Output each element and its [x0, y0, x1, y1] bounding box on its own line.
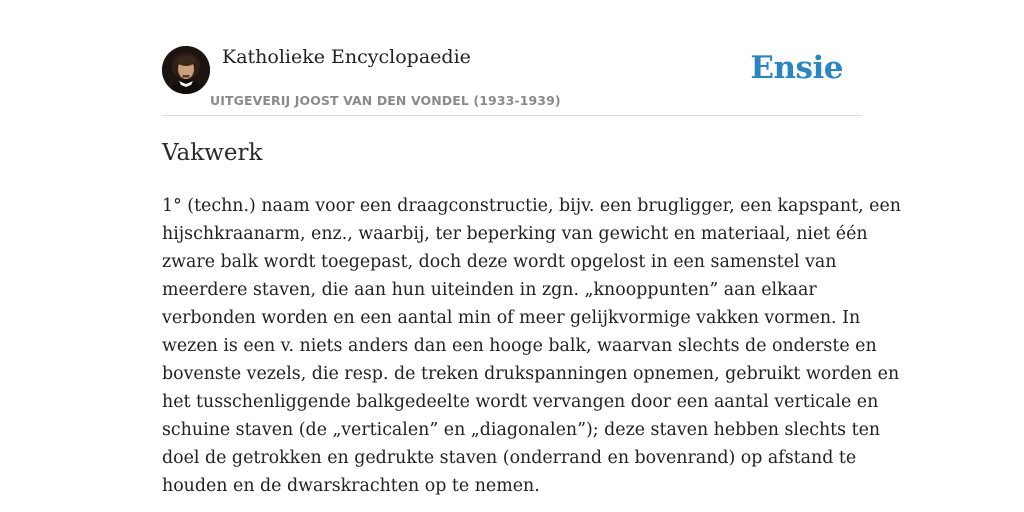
body-line: wezen is een v. niets anders dan een hooge balk, waarvan slechts de onderste en — [162, 336, 877, 356]
body-line: het tusschenliggende balkgedeelte wordt vervangen door een aantal verticale en — [162, 392, 879, 412]
body-line: 1° (techn.) naam voor een draagconstructie, bijv. een brugligger, een kapspant, een — [162, 196, 901, 216]
body-line: zware balk wordt toegepast, doch deze wordt opgelost in een samenstel van — [162, 252, 837, 272]
body-line: houden en de dwarskrachten op te nemen. — [162, 476, 540, 496]
body-line: hijschkraanarm, enz., waarbij, ter beperking van gewicht en materiaal, niet één — [162, 224, 868, 244]
brand-logo[interactable]: Ensie — [750, 50, 843, 86]
body-line: verbonden worden en een aantal min of meer gelijkvormige vakken vormen. In — [162, 308, 861, 328]
body-line: meerdere staven, die aan hun uiteinden in zgn. „knooppunten” aan elkaar — [162, 280, 817, 300]
source-name[interactable]: Katholieke Encyclopaedie — [222, 46, 471, 68]
publisher-label: UITGEVERIJ JOOST VAN DEN VONDEL (1933-1939) — [210, 93, 561, 108]
portrait-avatar-icon[interactable] — [162, 46, 210, 94]
site-header — [162, 44, 862, 116]
body-line: doel de getrokken en gedrukte staven (onderrand en bovenrand) op afstand te — [162, 448, 857, 468]
body-line: bovenste vezels, die resp. de treken drukspanningen opnemen, gebruikt worden en — [162, 364, 900, 384]
body-line: schuine staven (de „verticalen” en „diagonalen”); deze staven hebben slechts ten — [162, 420, 881, 440]
article-title: Vakwerk — [162, 140, 263, 166]
article-body — [162, 192, 901, 500]
